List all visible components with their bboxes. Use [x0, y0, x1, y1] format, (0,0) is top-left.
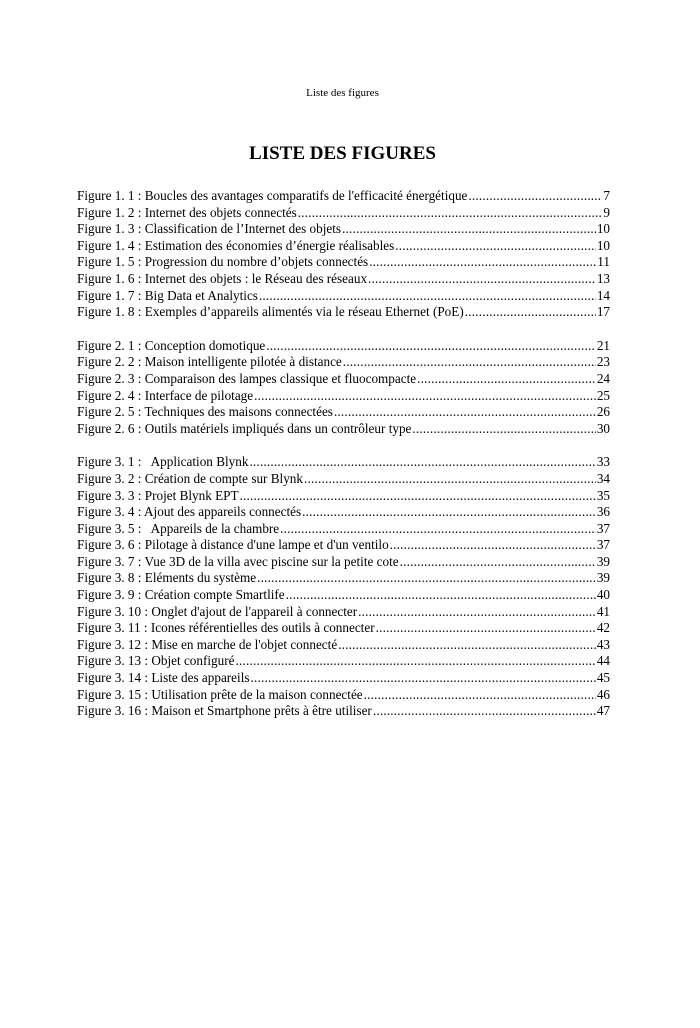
figure-entry-label: Figure 3. 10 : Onglet d'ajout de l'appareil à connecter — [77, 603, 358, 619]
dot-leader — [286, 587, 596, 604]
figure-entry[interactable] — [77, 587, 610, 604]
figure-entry[interactable] — [77, 637, 610, 654]
figure-entry-page-number: 7 — [603, 188, 610, 203]
figure-entry-page-number: 24 — [596, 370, 610, 386]
figure-entry[interactable] — [77, 670, 610, 687]
dot-leader — [343, 354, 596, 371]
figure-entry-page-number: 39 — [596, 553, 610, 569]
figure-entry[interactable] — [77, 620, 610, 637]
figure-entry-label: Figure 1. 4 : Estimation des économies d’énergie réalisables — [77, 237, 395, 253]
dot-leader — [259, 288, 596, 305]
figure-entry-page-number: 17 — [596, 304, 610, 320]
figure-entry[interactable] — [77, 554, 610, 571]
figure-entry-page-number: 47 — [596, 703, 610, 719]
dot-leader — [334, 404, 596, 421]
figure-entry-page-number: 10 — [596, 237, 610, 253]
figure-entry[interactable] — [77, 338, 610, 355]
dot-leader — [280, 521, 596, 538]
dot-leader — [390, 537, 596, 554]
figure-entry[interactable] — [77, 271, 610, 288]
dot-leader — [417, 371, 596, 388]
figure-entry[interactable] — [77, 188, 610, 205]
dot-leader — [338, 637, 596, 654]
figure-entry[interactable] — [77, 354, 610, 371]
figure-entry-label: Figure 3. 3 : Projet Blynk EPT — [77, 487, 239, 503]
figure-entry[interactable] — [77, 537, 610, 554]
running-header: Liste des figures — [306, 87, 379, 99]
figure-entry-page-number: 36 — [596, 504, 610, 520]
figure-entry[interactable] — [77, 404, 610, 421]
figure-entry-label: Figure 3. 1 : Application Blynk — [77, 454, 249, 470]
figure-entry[interactable] — [77, 304, 610, 321]
figure-entry-page-number: 46 — [596, 686, 610, 702]
figure-entry-label: Figure 3. 7 : Vue 3D de la villa avec piscine sur la petite cote — [77, 553, 399, 569]
dot-leader — [257, 570, 596, 587]
figure-entry-label: Figure 3. 16 : Maison et Smartphone prêts à être utiliser — [77, 703, 372, 719]
dot-leader — [304, 471, 596, 488]
figure-entry-page-number: 13 — [596, 270, 610, 286]
figure-entry[interactable] — [77, 604, 610, 621]
figure-entry-label: Figure 3. 12 : Mise en marche de l'objet connecté — [77, 636, 338, 652]
figure-entry-page-number: 14 — [596, 287, 610, 303]
figure-entry-label: Figure 2. 1 : Conception domotique — [77, 337, 266, 353]
figure-entry-label: Figure 1. 1 : Boucles des avantages comparatifs de l'efficacité énergétique — [77, 188, 468, 203]
figure-entry-page-number: 10 — [596, 221, 610, 237]
figure-entry-label: Figure 1. 2 : Internet des objets connectés — [77, 204, 297, 220]
figure-entry-label: Figure 3. 15 : Utilisation prête de la maison connectée — [77, 686, 363, 702]
figure-entry-label: Figure 1. 3 : Classification de l’Internet des objets — [77, 221, 342, 237]
figure-entry-page-number: 35 — [596, 487, 610, 503]
dot-leader — [376, 620, 596, 637]
page-title: LISTE DES FIGURES — [249, 143, 436, 164]
figure-entry-page-number: 23 — [596, 354, 610, 370]
figure-entry[interactable] — [77, 221, 610, 238]
dot-leader — [302, 504, 596, 521]
dot-leader — [249, 454, 595, 471]
figure-entry[interactable] — [77, 388, 610, 405]
figure-entry-label: Figure 2. 2 : Maison intelligente pilotée à distance — [77, 354, 342, 370]
figure-entry[interactable] — [77, 504, 610, 521]
dot-leader — [368, 271, 596, 288]
dot-leader — [240, 488, 596, 505]
dot-leader — [251, 670, 596, 687]
figure-entry-label: Figure 3. 9 : Création compte Smartlife — [77, 587, 285, 603]
figure-entry-page-number: 40 — [596, 587, 610, 603]
figure-entry-label: Figure 1. 5 : Progression du nombre d’objets connectés — [77, 254, 369, 270]
figure-entry-page-number: 45 — [596, 670, 610, 686]
figure-entry-label: Figure 1. 6 : Internet des objets : le Réseau des réseaux — [77, 270, 368, 286]
figure-entry-label: Figure 3. 6 : Pilotage à distance d'une lampe et d'un ventilo — [77, 537, 389, 553]
figure-entry[interactable] — [77, 288, 610, 305]
dot-leader — [266, 338, 596, 355]
figure-entry-label: Figure 3. 14 : Liste des appareils — [77, 670, 250, 686]
list-of-figures — [77, 188, 610, 737]
figure-entry[interactable] — [77, 371, 610, 388]
figure-entry-label: Figure 3. 2 : Création de compte sur Blynk — [77, 470, 303, 486]
dot-leader — [358, 604, 596, 621]
figure-entry[interactable] — [77, 703, 610, 720]
figure-entry-label: Figure 1. 8 : Exemples d’appareils alimentés via le réseau Ethernet (PoE) — [77, 304, 464, 320]
figure-entry-page-number: 43 — [596, 636, 610, 652]
dot-leader — [395, 238, 596, 255]
figure-entry[interactable] — [77, 687, 610, 704]
dot-leader — [465, 304, 596, 321]
figure-entry-page-number: 34 — [596, 470, 610, 486]
figure-entry-page-number: 41 — [596, 603, 610, 619]
dot-leader — [364, 687, 596, 704]
figure-entry-label: Figure 1. 7 : Big Data et Analytics — [77, 287, 258, 303]
figure-group-3 — [77, 454, 610, 720]
figure-entry[interactable] — [77, 488, 610, 505]
dot-leader — [298, 205, 603, 222]
figure-entry[interactable] — [77, 421, 610, 438]
figure-entry-label: Figure 3. 13 : Objet configuré — [77, 653, 235, 669]
dot-leader — [235, 653, 595, 670]
dot-leader — [412, 421, 595, 438]
figure-entry[interactable] — [77, 238, 610, 255]
figure-entry-page-number: 33 — [596, 454, 610, 470]
figure-entry-page-number: 42 — [596, 620, 610, 636]
dot-leader — [373, 703, 596, 720]
figure-entry[interactable] — [77, 205, 610, 222]
figure-entry-label: Figure 2. 4 : Interface de pilotage — [77, 387, 254, 403]
figure-group-1 — [77, 188, 610, 321]
figure-entry-page-number: 30 — [596, 420, 610, 436]
figure-group-2 — [77, 338, 610, 438]
figure-entry-page-number: 44 — [596, 653, 610, 669]
figure-entry[interactable] — [77, 454, 610, 471]
figure-entry-label: Figure 3. 8 : Eléments du système — [77, 570, 257, 586]
dot-leader — [369, 254, 596, 271]
figure-entry-page-number: 37 — [596, 520, 610, 536]
figure-entry[interactable] — [77, 471, 610, 488]
figure-entry-page-number: 9 — [603, 204, 610, 220]
figure-entry-page-number: 25 — [596, 387, 610, 403]
figure-entry[interactable] — [77, 570, 610, 587]
figure-entry-label: Figure 2. 5 : Techniques des maisons connectées — [77, 404, 333, 420]
figure-entry[interactable] — [77, 653, 610, 670]
figure-entry-page-number: 21 — [596, 337, 610, 353]
figure-entry-page-number: 37 — [596, 537, 610, 553]
figure-entry-page-number: 39 — [596, 570, 610, 586]
figure-entry-label: Figure 3. 5 : Appareils de la chambre — [77, 520, 280, 536]
figure-entry-label: Figure 3. 4 : Ajout des appareils connectés — [77, 504, 302, 520]
figure-entry-label: Figure 2. 6 : Outils matériels impliqués dans un contrôleur type — [77, 420, 412, 436]
dot-leader — [400, 554, 596, 571]
figure-entry[interactable] — [77, 254, 610, 271]
figure-entry-label: Figure 2. 3 : Comparaison des lampes classique et fluocompacte — [77, 370, 417, 386]
dot-leader — [468, 188, 602, 205]
figure-entry-page-number: 26 — [596, 404, 610, 420]
dot-leader — [342, 221, 596, 238]
figure-entry-label: Figure 3. 11 : Icones référentielles des outils à connecter — [77, 620, 375, 636]
figure-entry[interactable] — [77, 521, 610, 538]
dot-leader — [254, 388, 596, 405]
figure-entry-page-number: 11 — [597, 254, 610, 270]
